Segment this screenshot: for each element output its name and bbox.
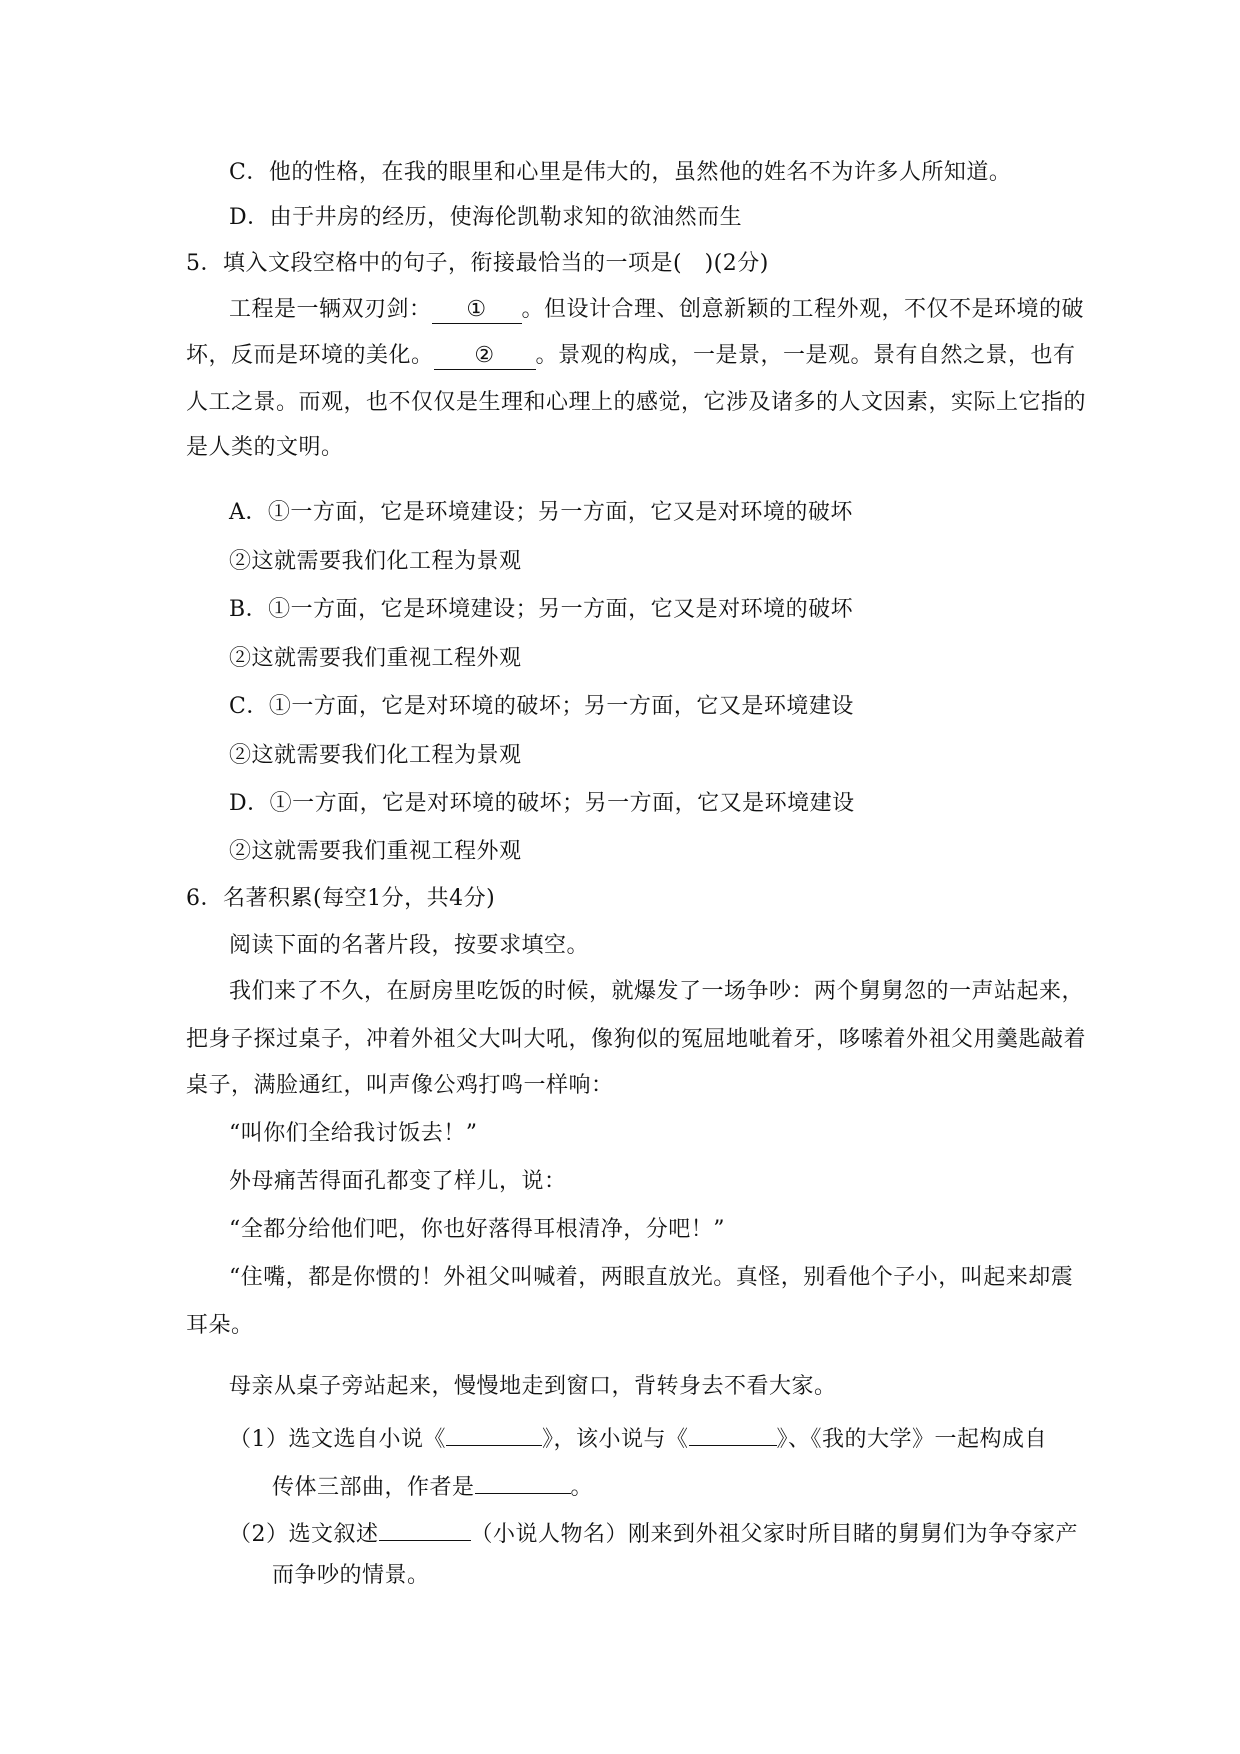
- q5-option-b-line-1: B．①一方面，它是环境建设；另一方面，它又是对环境的破坏: [229, 597, 854, 622]
- q6-sub1-blank-author[interactable]: [475, 1467, 571, 1494]
- q6-sub1-line-2: [272, 1467, 593, 1502]
- q6-stem: 6．名著积累(每空1分，共4分): [186, 886, 496, 911]
- q6-excerpt-line-1: 我们来了不久，在厨房里吃饭的时候，就爆发了一场争吵：两个舅舅忽的一声站起来，: [229, 979, 1085, 1004]
- q5-passage-line-4: 是人类的文明。: [186, 435, 344, 460]
- q5-passage-text: 坏，反而是环境的美化。: [186, 343, 434, 368]
- q5-blank-2: ②: [434, 343, 536, 370]
- q5-option-a-line-2: ②这就需要我们化工程为景观: [229, 549, 522, 574]
- q5-passage-text: 。但设计合理、创意新颖的工程外观，不仅不是环境的破: [521, 297, 1085, 322]
- q5-option-c-line-2: ②这就需要我们化工程为景观: [229, 743, 522, 768]
- q5-passage-text: 。景观的构成，一是景，一是观。景有自然之景，也有: [535, 343, 1076, 368]
- q6-sub1-text: 。: [570, 1475, 594, 1500]
- q6-excerpt-line-7: “住嘴，都是你惯的！外祖父叫喊着，两眼直放光。真怪，别看他个子小，叫起来却震: [229, 1265, 1074, 1290]
- q4-option-d: D．由于井房的经历，使海伦凯勒求知的欲油然而生: [229, 205, 743, 230]
- q4-option-c: C．他的性格，在我的眼里和心里是伟大的，虽然他的姓名不为许多人所知道。: [229, 160, 1012, 185]
- q6-excerpt-line-3: 桌子，满脸通红，叫声像公鸡打鸣一样响：: [186, 1073, 614, 1098]
- q6-sub1-blank-novel[interactable]: [446, 1419, 542, 1446]
- q5-stem: 5．填入文段空格中的句子，衔接最恰当的一项是( )(2分): [186, 251, 769, 276]
- q6-sub2-blank-character[interactable]: [379, 1514, 471, 1541]
- q5-passage-line-3: 人工之景。而观，也不仅仅是生理和心理上的感觉，它涉及诸多的人文因素，实际上它指的: [186, 390, 1087, 415]
- q6-excerpt-line-4: “叫你们全给我讨饭去！”: [229, 1121, 478, 1146]
- q5-option-b-line-2: ②这就需要我们重视工程外观: [229, 646, 522, 671]
- q6-excerpt-line-8: 耳朵。: [186, 1313, 254, 1338]
- q5-blank-1: ①: [432, 297, 522, 324]
- q6-excerpt-line-9: 母亲从桌子旁站起来，慢慢地走到窗口，背转身去不看大家。: [229, 1374, 837, 1399]
- q5-option-d-line-2: ②这就需要我们重视工程外观: [229, 839, 522, 864]
- q5-passage-line-1: [229, 296, 1084, 324]
- q6-sub2-text: （小说人物名）刚来到外祖父家时所目睹的舅舅们为争夺家产: [470, 1522, 1079, 1547]
- q6-sub1-line-1: [229, 1419, 1047, 1454]
- q5-option-c-line-1: C．①一方面，它是对环境的破坏；另一方面，它又是环境建设: [229, 694, 854, 719]
- q6-sub1-text: 传体三部曲，作者是: [272, 1475, 475, 1500]
- q6-sub1-blank-other-novel[interactable]: [689, 1419, 777, 1446]
- q5-passage-text: 工程是一辆双刃剑：: [229, 297, 432, 322]
- q5-option-d-line-1: D．①一方面，它是对环境的破坏；另一方面，它又是环境建设: [229, 791, 855, 816]
- q5-option-a-line-1: A．①一方面，它是环境建设；另一方面，它又是对环境的破坏: [229, 500, 853, 525]
- q6-sub1-text: （1）选文选自小说《: [229, 1427, 446, 1452]
- q6-sub2-line-2: 而争吵的情景。: [272, 1563, 430, 1588]
- q6-excerpt-line-5: 外母痛苦得面孔都变了样儿，说：: [229, 1169, 567, 1194]
- q6-sub2-text: （2）选文叙述: [229, 1522, 379, 1547]
- q6-sub1-text: 》、《我的大学》一起构成自: [776, 1427, 1048, 1452]
- q6-sub2-line-1: [229, 1514, 1078, 1549]
- q6-excerpt-line-6: “全都分给他们吧，你也好落得耳根清净，分吧！”: [229, 1217, 725, 1242]
- q6-excerpt-line-2: 把身子探过桌子，冲着外祖父大叫大吼，像狗似的冤屈地呲着牙，哆嗦着外祖父用羹匙敲着: [186, 1027, 1087, 1052]
- q6-sub1-text: 》，该小说与《: [542, 1427, 689, 1452]
- q5-passage-line-2: [186, 342, 1076, 370]
- q6-instruction: 阅读下面的名著片段，按要求填空。: [229, 933, 590, 958]
